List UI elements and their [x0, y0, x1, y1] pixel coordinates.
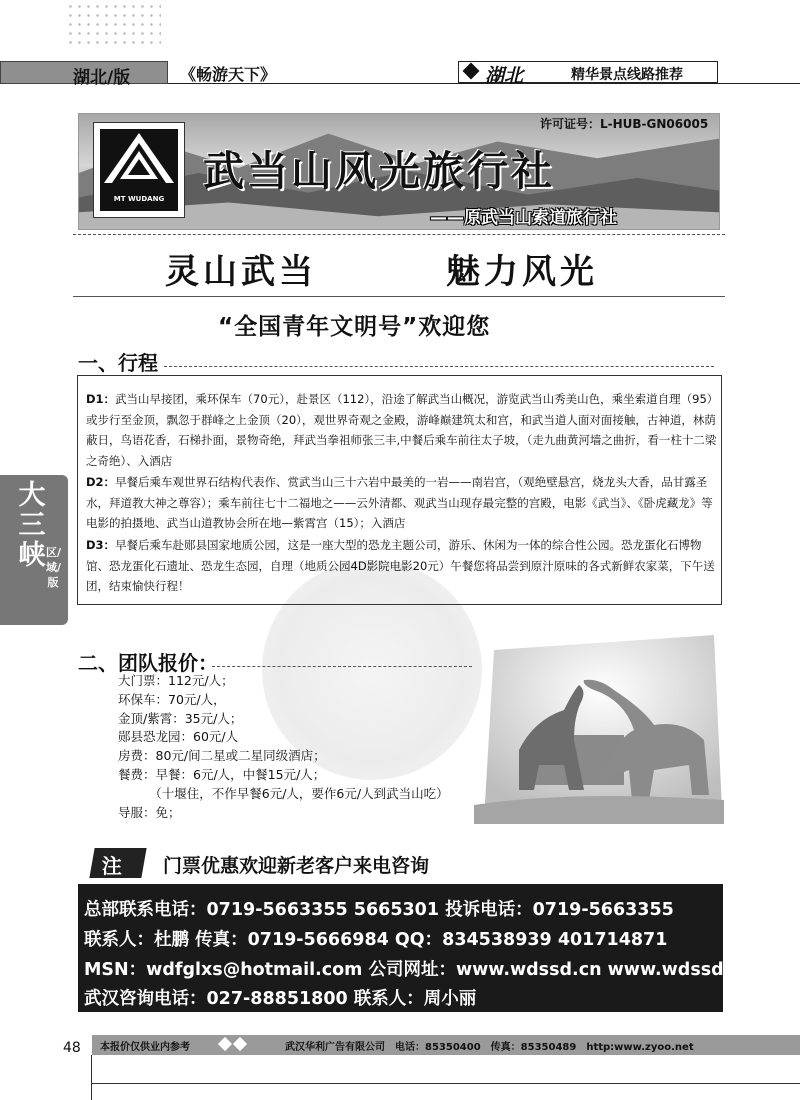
day-text: 武当山早接团，乘环保车（70元），赴景区（112），沿途了解武当山概况，游览武当山秀美山色，乘坐索道自理（95）或步行至金顶，飘忽于群峰之上金顶（20），观世界奇观之金殿，游峰巅建筑太和宫，和武当道人面对面接触，古神道，林荫蔽日，鸟语花香，石梯扑面，景物奇绝，拜武当拳祖师张三丰,中餐后乘车前往太子坡，（走九曲黄河墙之曲折，看一柱十二梁之奇绝）、入酒店: [86, 392, 717, 468]
former-name: ——原武当山索道旅行社: [430, 208, 617, 228]
contact-row: 总部联系电话：0719-5663355 5665301 投诉电话：0719-5663355: [84, 900, 674, 920]
note-icon: [89, 848, 146, 878]
price-item: 大门票：112元/人；: [118, 673, 234, 688]
welcome-text: “全国青年文明号”欢迎您: [218, 314, 491, 340]
note-icon-label: 注: [101, 854, 122, 878]
slogan-right: 魅力风光: [446, 252, 598, 292]
header-right-title: 湖北: [485, 65, 524, 87]
price-item: 餐费：早餐：6元/人，中餐15元/人；: [118, 766, 326, 782]
header-right-subtitle: 精华景点线路推荐: [571, 67, 683, 83]
agency-name: 武当山风光旅行社: [203, 147, 555, 195]
logo-caption: MT WUDANG: [113, 195, 165, 203]
day-tag: D1：: [86, 392, 116, 406]
day-tag: D3：: [86, 538, 116, 552]
divider: [73, 296, 725, 297]
dinosaur-photo: [474, 630, 724, 824]
footer-publisher: 武汉华利广告有限公司 电话：85350400 传真：85350489 http:www.zyoo.net: [285, 1042, 694, 1053]
contact-box: [78, 884, 800, 1012]
divider: [73, 234, 725, 235]
day-text: 早餐后乘车观世界石结构代表作、赏武当山三十六岩中最美的一岩——南岩宫，（观绝壁悬宫，烧龙头大香，品甘露圣水，拜道教大神之尊容）；乘车前往七十二福地之——云外清都、观武当山现存最完整的宫殿，电影《武当》、《卧虎藏龙》等电影的拍摄地、武当山道教协会所在地—紫霄宫（15）；入酒店: [86, 475, 713, 531]
arrow-icon: [233, 1037, 247, 1051]
mountain-logo-icon: [100, 129, 178, 189]
contact-row: 武汉咨询电话：027-88851800 联系人：周小丽: [84, 989, 477, 1009]
footer-disclaimer: 本报价仅供业内参考: [100, 1042, 190, 1053]
price-item: 郧县恐龙园：60元/人: [118, 729, 239, 745]
note-text: 门票优惠欢迎新老客户来电咨询: [163, 855, 430, 877]
license-number: 许可证号：L-HUB-GN06005: [540, 117, 709, 131]
decorative-dots: [66, 2, 161, 50]
contact-row: MSN：wdfglxs@hotmail.com 公司网址：www.wdssd.cn www.wdssd.com.cn: [84, 960, 800, 980]
diamond-icon: [463, 63, 480, 80]
itinerary-day: [86, 472, 718, 534]
itinerary-day: [86, 389, 718, 471]
pricing-heading: 二、团队报价：: [78, 651, 218, 675]
day-text: 早餐后乘车赴郧县国家地质公园，这是一座大型的恐龙主题公司，游乐、休闲为一体的综合性公园。恐龙蛋化石博物馆、恐龙蛋化石遗址、恐龙生态园，自理（地质公园4D影院电影20元）午餐您将品尝到原汁原味的各式新鲜农家菜，下午送团，结束愉快行程！: [86, 538, 715, 594]
region-label: 湖北/版: [73, 68, 131, 88]
page-number: 48: [63, 1040, 81, 1056]
price-item: 导服：免；: [118, 804, 181, 820]
footer-bar: [92, 1035, 800, 1055]
divider: [212, 666, 472, 667]
region-side-tab: [0, 475, 68, 625]
region-label-box: [0, 61, 168, 88]
column-title: 《畅游天下》: [180, 65, 277, 84]
price-item: （十堰住，不作早餐6元/人，要作6元/人到武当山吃）: [118, 785, 449, 801]
contact-row: 联系人：杜鹏 传真：0719-5666984 QQ：834538939 401714871: [84, 930, 668, 950]
itinerary-heading: 一、行程: [78, 351, 158, 375]
arrow-icon: [218, 1037, 232, 1051]
price-list: [118, 672, 449, 822]
price-item: 金顶/紫霄：35元/人；: [118, 710, 243, 726]
slogan-left: 灵山武当: [165, 252, 317, 292]
footer-rule: [91, 1055, 92, 1100]
price-item: 房费：80元/间二星或二星同级酒店；: [118, 748, 326, 764]
divider: [164, 366, 714, 367]
day-tag: D2：: [86, 475, 116, 489]
header-right-box: [458, 61, 718, 87]
price-item: 环保车：70元/人，: [118, 691, 226, 707]
footer-rule: [92, 1083, 800, 1084]
itinerary-day: [86, 535, 718, 597]
side-tab-title: 大三峡: [18, 480, 46, 571]
company-logo: [93, 122, 185, 218]
side-tab-subtitle: 区/域/版: [46, 546, 62, 589]
